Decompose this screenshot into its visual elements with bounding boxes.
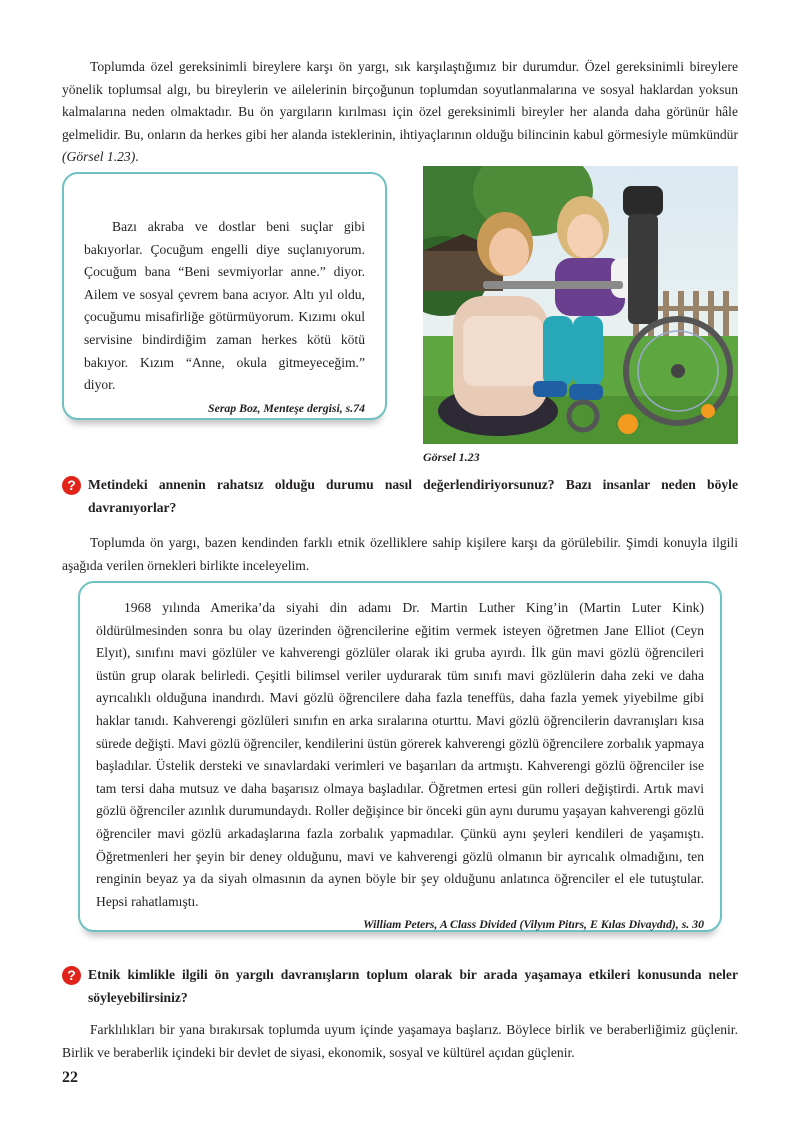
page-number: 22 [62,1069,78,1086]
quote-class-divided-source: William Peters, A Class Divided (Vilyım Pitırs, E Kılas Divaydıd), s. 30 [363,917,704,932]
photo-wheelchair-child [423,166,738,444]
ethnic-paragraph: Toplumda ön yargı, bazen kendinden farklı etnik özelliklere sahip kişilere karşı da görülebilir. Şimdi konuyla ilgili aşağıda verilen örnekleri birlikte inceleyelim. [62,535,738,573]
question-1 [62,474,738,519]
photo-illustration [423,166,738,444]
intro-text: Toplumda özel gereksinimli bireylere karşı ön yargı, sık karşılaştığımız bir durumdur. Özel gereksinimli bireylere yönelik toplumsal algı, bu bireylerin ve ailelerinin birçoğunun toplumdan soyutlanmalarına ve sosyal haklardan yoksun kalmalarına neden olmaktadır. Bu ön yargıların kırılması için özel gereksinimli bireyler her alanda daha görünür hâle gelmelidir. Bu, onların da herkes gibi her alanda isteklerinin, ihtiyaçlarının olduğu bilincinin kabul görmesiyle mümkündür [62,59,738,142]
intro-paragraph [62,56,738,169]
intro-end: . [135,149,139,165]
question-2 [62,964,738,1009]
closing-paragraph: Farklılıkları bir yana bırakırsak toplumda uyum içinde yaşamaya başlarız. Böylece birlik ve beraberliğimiz güçlenir. Birlik ve beraberlik içindeki bir devlet de siyasi, ekonomik, sosyal ve kültürel açıdan güçlenir. [62,1022,738,1060]
quote-mother-text: Bazı akraba ve dostlar beni suçlar gibi bakıyorlar. Çocuğum engelli diye suçlanıyorum. Çocuğum bana “Beni sevmiyorlar anne.” diyor. Ailem ve sosyal çevrem bana acıyor. Altı yıl oldu, çocuğumu misafirliğe götürmüyorum. Kızımı okul servisine bindirdiğim zaman herkes kötü kötü bakıyor. Kızım “Anne, okula gitmeyeceğim.” diyor. [84,219,365,393]
question-mark-icon: ? [62,476,81,495]
figure-reference: (Görsel 1.23) [62,149,136,165]
quote-box-class-divided [78,581,722,932]
quote-class-divided-text: 1968 yılında Amerika’da siyahi din adamı Dr. Martin Luther King’in (Martin Luter Kink) öldürülmesinden sonra bu olay üzerinden öğrencilerine eğitim vermek isteyen öğretmen Jane Elliot (Ceyn Elyıt), sınıfını mavi gözlüler ve kahverengi gözlüler olarak iki gruba ayırdı. İlk gün mavi gözlü öğrencileri üstün grup olarak belirledi. Çeşitli bilimsel veriler uydurarak tüm sınıfı mavi gözlülerin daha zeki ve daha ayrıcalıklı olduğuna inandırdı. Mavi gözlü öğrencilere daha fazla teneffüs, daha fazla yemek yiyebilme gibi haklar tanıdı. Kahverengi gözlüleri sınıfın en arka sıralarına oturttu. Mavi gözlü öğrencilerin davranışları kısa sürede değişti. Mavi gözlü öğrenciler, kendilerini üstün görerek kahverengi gözlü öğrencilere zorbalık yapmaya başladılar. Üstelik dersteki ve sınavlardaki verimleri ve başarıları da artmıştı. Kahverengi gözlü öğrenciler ise tam tersi daha mutsuz ve daha başarısız olmaya başladılar. Öğretmen ertesi gün rolleri değiştirdi. Artık mavi gözlü öğrenciler azınlık durumundaydı. Roller değişince bir önceki gün aynı durumu yaşayan kahverengi gözlü öğrenciler mavi gözlü arkadaşlarına fazla zorbalık yapmadılar. Çünkü aynı şeyleri kendileri de yaşamıştı. Öğretmenleri her şeyin bir deney olduğunu, mavi ve kahverengi gözlü olmanın bir ayrıcalık olmadığını, ten renginin beyaz ya da siyah olmasının da aynen böyle bir şey olduğunu anlatınca öğrenciler el ele tutuştular. Hepsi rahatlamıştı. [96,600,704,909]
question-mark-icon: ? [62,966,81,985]
quote-box-mother [62,172,387,420]
figure-caption: Görsel 1.23 [423,450,480,464]
quote-mother-source: Serap Boz, Menteşe dergisi, s.74 [208,400,365,415]
question-1-text: Metindeki annenin rahatsız olduğu durumu nasıl değerlendiriyorsunuz? Bazı insanlar neden böyle davranıyorlar? [88,477,738,515]
question-2-text: Etnik kimlikle ilgili ön yargılı davranışların toplum olarak bir arada yaşamaya etkileri konusunda neler söyleyebilirsiniz? [88,967,738,1005]
